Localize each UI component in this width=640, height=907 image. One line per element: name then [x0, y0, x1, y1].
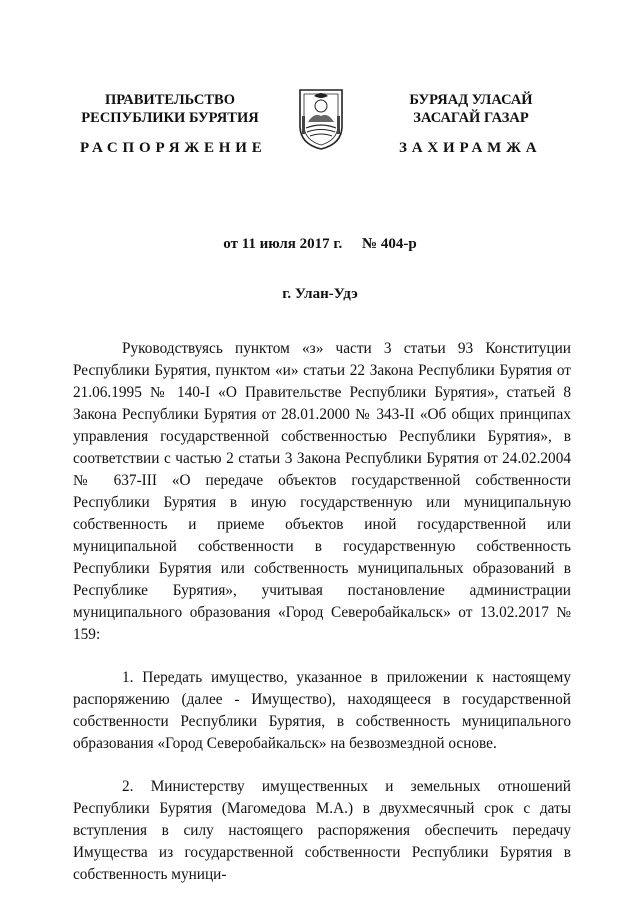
issuer-bua — [376, 91, 566, 127]
item-2-paragraph: 2. Министерству имущественных и земельных отношений Республики Бурятия (Магомедова М.А.) в двухмесячный срок с даты вступления в силу настоящего распоряжения обеспечить передачу Имущества из государственной собственности Республики Бурятия в собственность муници- — [73, 778, 571, 883]
doc-type-bua: ЗАХИРАМЖА — [399, 140, 542, 156]
coat-of-arms-icon — [296, 86, 346, 152]
doc-date: от 11 июля 2017 г. — [223, 236, 343, 252]
doc-type-ru: РАСПОРЯЖЕНИЕ — [80, 140, 267, 156]
item-1-paragraph: 1. Передать имущество, указанное в приложении к настоящему распоряжению (далее - Имущество), находящееся в государственной собственности Республики Бурятия, в собственность муниципального образования «Город Северобайкальск» на безвозмездной основе. — [73, 669, 571, 752]
issuer-bua-line2: ЗАСАГАЙ ГАЗАР — [413, 110, 529, 126]
issuer-bua-line1: БУРЯАД УЛАСАЙ — [409, 92, 533, 108]
doc-city: г. Улан-Удэ — [282, 286, 358, 302]
document-body — [73, 338, 571, 907]
issuer-ru — [60, 91, 280, 127]
date-number-line — [0, 236, 640, 253]
doc-number: № 404-р — [362, 236, 417, 252]
issuer-ru-line2: РЕСПУБЛИКИ БУРЯТИЯ — [81, 110, 259, 126]
preamble-paragraph: Руководствуясь пунктом «з» части 3 статьи 93 Конституции Республики Бурятия, пунктом «и» статьи 22 Закона Республики Бурятия от 21.06.1995 № 140-I «О Правительстве Республики Бурятия», статьей 8 Закона Республики Бурятия от 28.01.2000 № 343-II «Об общих принципах управления государственной собственностью Республики Бурятия», в соответствии с частью 2 статьи 3 Закона Республики Бурятия от 24.02.2004 № 637-III «О передаче объектов государственной собственности Республики Бурятия в иную государственную или муниципальную собственность и приеме объектов иной государственной или муниципальной собственности в государственную собственность Республики Бурятия или собственность муниципальных образований в Республике Бурятия», учитывая постановление администрации муниципального образования «Город Северобайкальск» от 13.02.2017 № 159: — [73, 340, 571, 643]
issuer-ru-line1: ПРАВИТЕЛЬСТВО — [105, 92, 235, 108]
